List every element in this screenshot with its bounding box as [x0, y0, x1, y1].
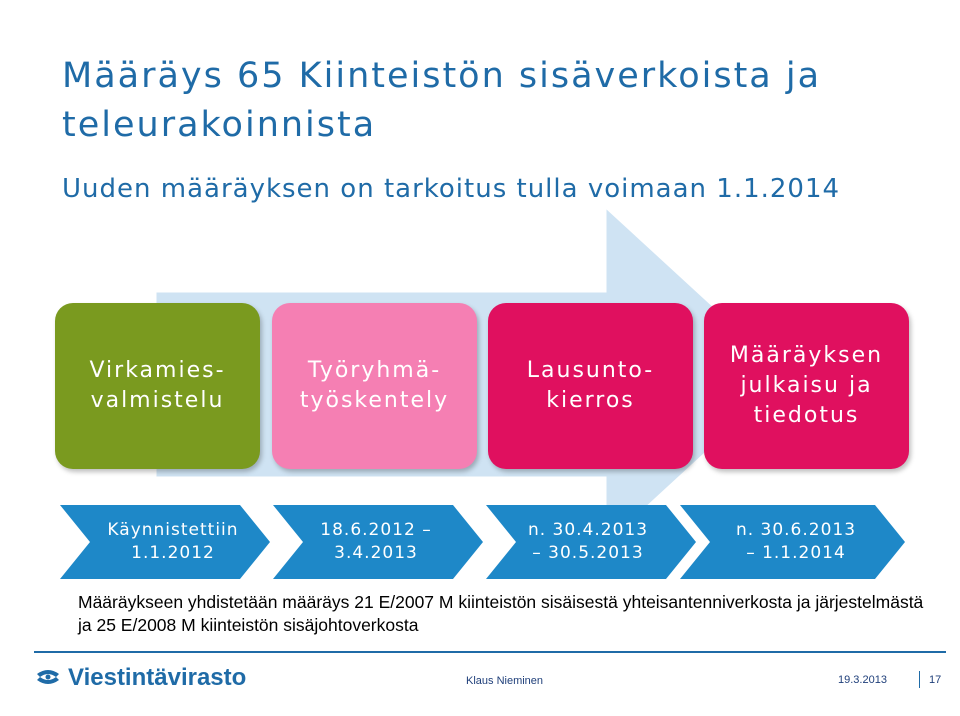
step-box-maarayksen-julkaisu: [704, 303, 909, 469]
footer-divider: [34, 651, 946, 653]
logo-text: Viestintävirasto: [68, 664, 247, 691]
step-label: Työryhmä- työskentely: [299, 358, 450, 413]
date-text: Käynnistettiin 1.1.2012: [107, 520, 239, 563]
step-label: Määräyksen julkaisu ja tiedotus: [729, 343, 884, 428]
step-box-tyoryhmatyoskentely: [272, 303, 477, 469]
step-label: Lausunto- kierros: [526, 358, 655, 413]
slide-title: Määräys 65 Kiinteistön sisäverkoista ja teleurakoinnista: [62, 56, 822, 145]
footer-logo: [34, 664, 246, 692]
date-text: 18.6.2012 – 3.4.2013: [320, 520, 432, 563]
footer-separator: [919, 671, 920, 688]
viestintavirasto-logo-icon: [34, 665, 62, 691]
footer-date: 19.3.2013: [838, 674, 887, 686]
date-label-1: [88, 514, 258, 570]
footer-author: Klaus Nieminen: [466, 675, 544, 687]
merger-note: Määräykseen yhdistetään määräys 21 E/2007 M kiinteistön sisäisestä yhteisantenniverkosta ja järjestelmästä ja 25 E/2008 M kiinteistön sisäjohtoverkosta: [78, 592, 924, 635]
date-label-4: [711, 514, 881, 570]
slide-subtitle: Uuden määräyksen on tarkoitus tulla voimaan 1.1.2014: [62, 174, 841, 204]
step-label: Virkamies- valmistelu: [89, 358, 226, 413]
date-text: n. 30.6.2013 – 1.1.2014: [735, 520, 857, 563]
step-box-virkamiesvalmistelu: [55, 303, 260, 469]
step-box-lausuntokierros: [488, 303, 693, 469]
page-number: 17: [929, 674, 942, 686]
date-label-3: [503, 514, 673, 570]
date-label-2: [291, 514, 461, 570]
date-text: n. 30.4.2013 – 30.5.2013: [527, 520, 649, 563]
